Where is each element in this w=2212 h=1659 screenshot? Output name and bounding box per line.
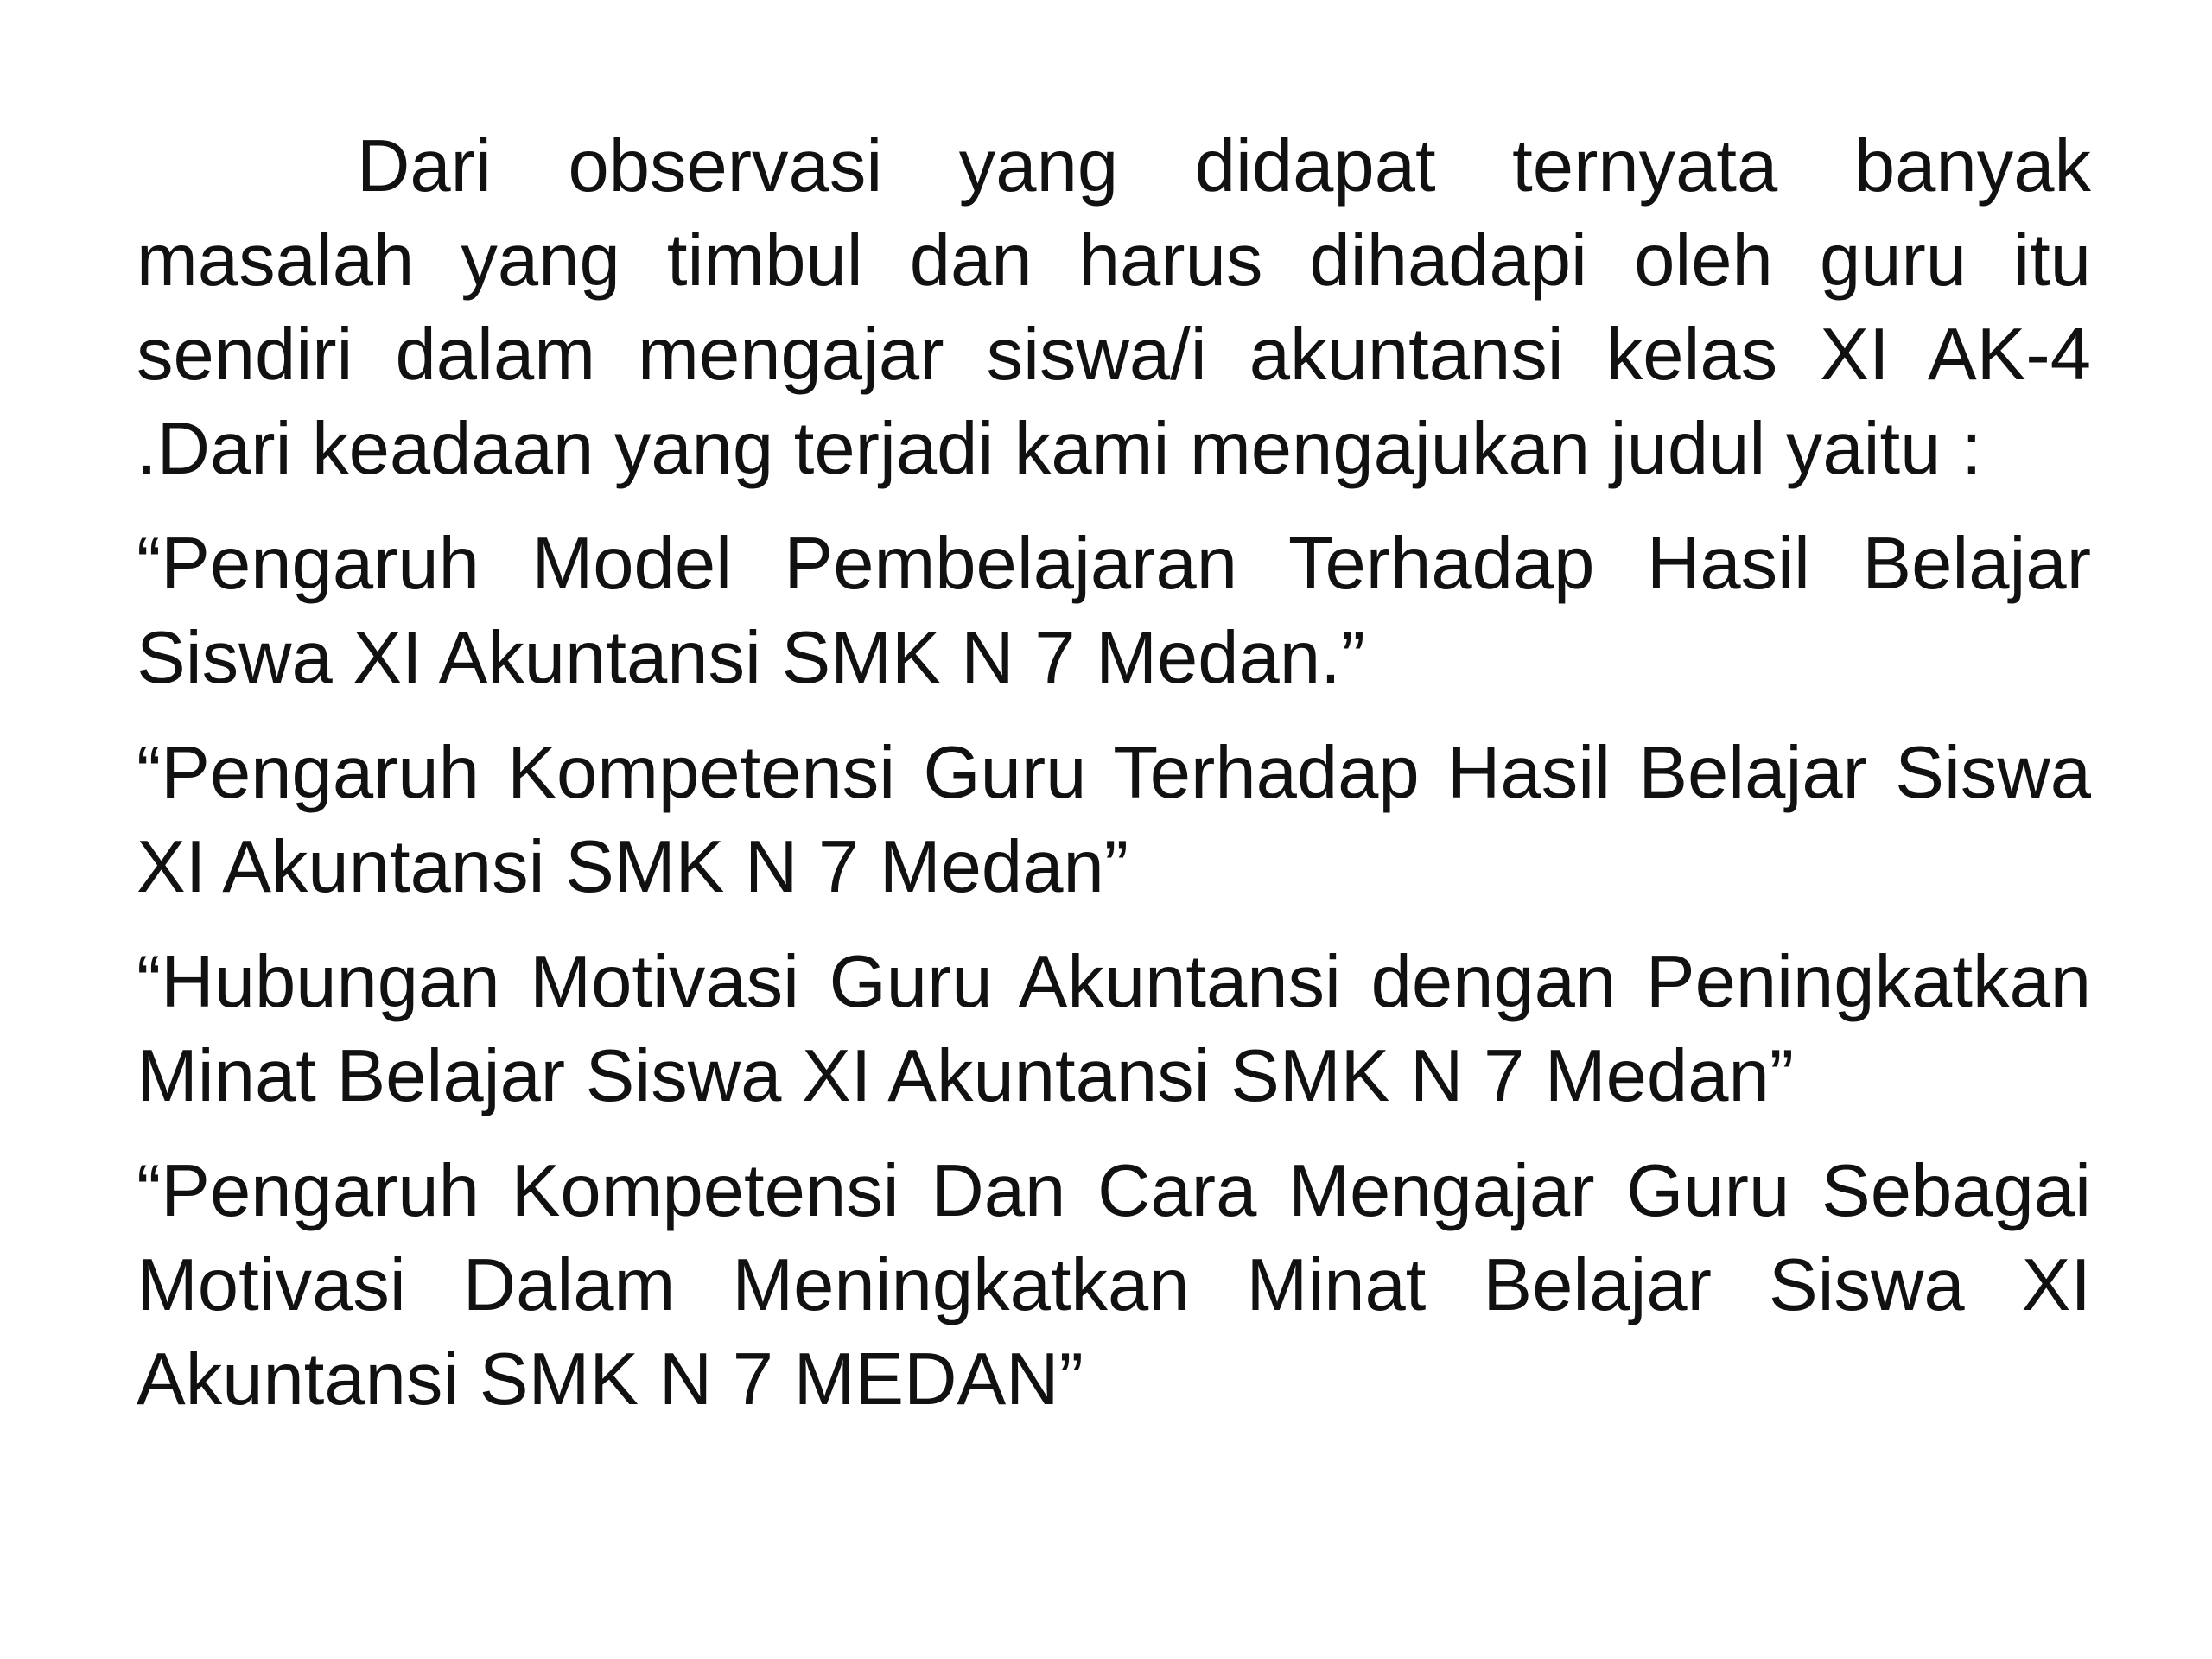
proposed-title-1: “Pengaruh Model Pembelajaran Terhadap Hasil Belajar Siswa XI Akuntansi SMK N 7 Medan.”	[137, 523, 2091, 699]
proposed-title-3: “Hubungan Motivasi Guru Akuntansi dengan Peningkatkan Minat Belajar Siswa XI Akuntansi SMK N 7 Medan”	[137, 941, 2091, 1117]
intro-paragraph: Dari observasi yang didapat ternyata banyak masalah yang timbul dan harus dihadapi oleh guru itu sendiri dalam mengajar siswa/i akuntansi kelas XI AK-4 .Dari keadaan yang terjadi kami mengajukan judul yaitu :	[137, 125, 2091, 490]
proposed-title-2: “Pengaruh Kompetensi Guru Terhadap Hasil Belajar Siswa XI Akuntansi SMK N 7 Medan”	[137, 732, 2091, 908]
slide-body	[137, 119, 2091, 1427]
proposed-title-4: “Pengaruh Kompetensi Dan Cara Mengajar Guru Sebagai Motivasi Dalam Meningkatkan Minat Belajar Siswa XI Akuntansi SMK N 7 MEDAN”	[137, 1150, 2091, 1421]
